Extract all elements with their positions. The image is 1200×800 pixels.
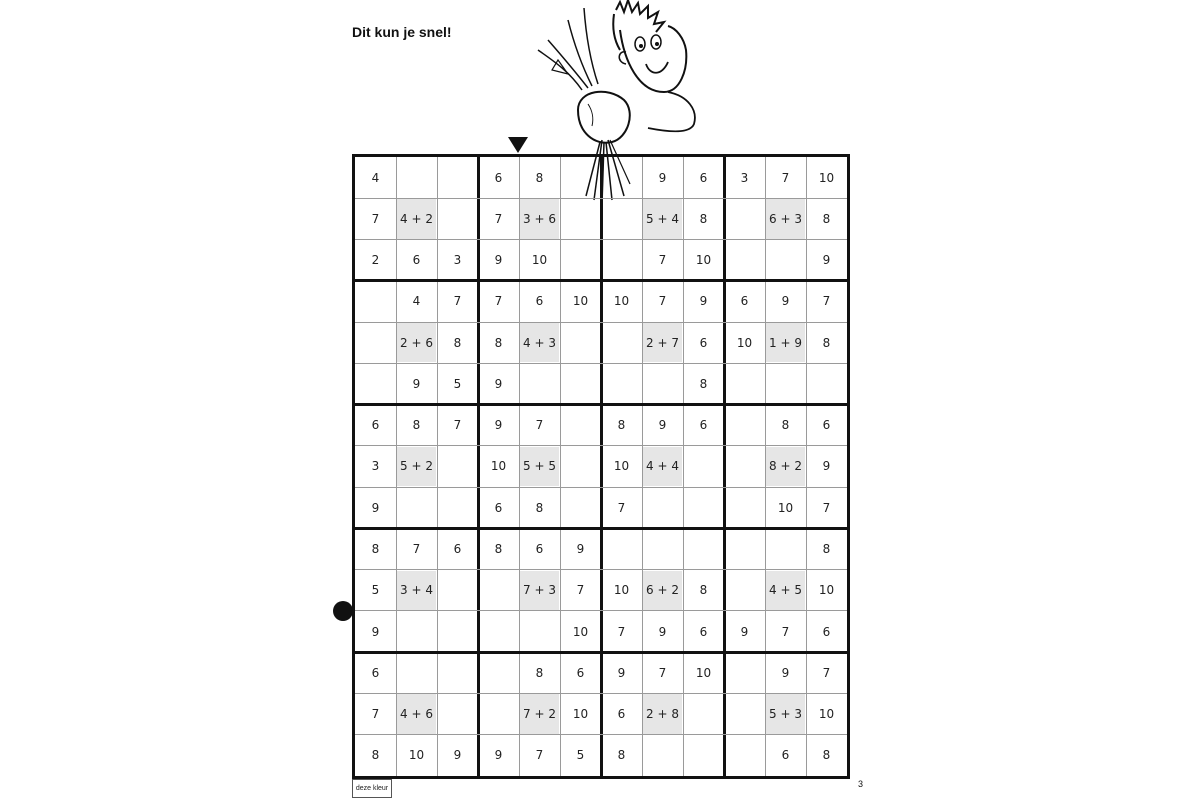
sudoku-cell[interactable]: 7 — [822, 500, 831, 515]
sudoku-cell[interactable]: 4 + 6 — [397, 694, 436, 733]
sudoku-cell[interactable] — [684, 488, 723, 527]
page-number: 3 — [858, 779, 864, 789]
sudoku-cell[interactable]: 7 — [658, 294, 667, 309]
sudoku-cell[interactable] — [602, 199, 641, 238]
page-title: Dit kun je snel! — [352, 24, 452, 40]
sudoku-cell[interactable]: 4 + 4 — [643, 447, 682, 486]
sudoku-cell[interactable] — [766, 529, 805, 568]
sudoku-cell[interactable]: 10 — [695, 665, 712, 680]
sudoku-cell[interactable]: 7 — [494, 294, 503, 309]
sudoku-cell[interactable] — [520, 612, 559, 651]
sudoku-cell[interactable]: 5 + 2 — [397, 447, 436, 486]
sudoku-cell[interactable] — [479, 571, 518, 610]
black-dot-icon — [333, 601, 353, 621]
sudoku-cell[interactable] — [561, 323, 600, 362]
sudoku-cell[interactable] — [561, 199, 600, 238]
sudoku-cell[interactable]: 7 — [617, 500, 626, 515]
sudoku-cell[interactable]: 7 — [453, 418, 462, 433]
grid-divider — [355, 693, 847, 694]
sudoku-cell[interactable]: 6 — [781, 748, 790, 763]
sudoku-cell[interactable]: 8 — [822, 748, 831, 763]
sudoku-cell[interactable]: 8 — [822, 542, 831, 557]
grid-divider — [396, 157, 397, 776]
sudoku-cell[interactable]: 7 — [658, 665, 667, 680]
sudoku-cell[interactable]: 5 — [453, 376, 462, 391]
sudoku-cell[interactable]: 4 + 3 — [520, 323, 559, 362]
sudoku-cell[interactable]: 5 + 4 — [643, 199, 682, 238]
sudoku-cell[interactable] — [561, 241, 600, 280]
grid-divider — [355, 569, 847, 570]
sudoku-cell[interactable] — [356, 364, 395, 403]
sudoku-cell[interactable]: 9 — [494, 253, 503, 268]
sudoku-cell[interactable]: 10 — [736, 335, 753, 350]
grid-divider — [723, 157, 726, 776]
sudoku-cell[interactable]: 6 — [699, 335, 708, 350]
sudoku-cell[interactable] — [602, 323, 641, 362]
grid-divider — [355, 610, 847, 611]
sudoku-cell[interactable]: 9 — [494, 376, 503, 391]
sudoku-cell[interactable] — [561, 364, 600, 403]
sudoku-cell[interactable]: 9 — [453, 748, 462, 763]
sudoku-cell[interactable]: 6 — [371, 665, 380, 680]
sudoku-cell[interactable]: 9 — [658, 418, 667, 433]
sudoku-cell[interactable]: 10 — [531, 253, 548, 268]
sudoku-cell[interactable]: 10 — [818, 707, 835, 722]
sudoku-cell[interactable] — [602, 241, 641, 280]
sudoku-cell[interactable]: 8 — [453, 335, 462, 350]
sudoku-cell[interactable]: 4 — [412, 294, 421, 309]
sudoku-cell[interactable] — [356, 282, 395, 321]
sudoku-cell[interactable]: 7 — [453, 294, 462, 309]
sudoku-cell[interactable]: 6 + 3 — [766, 199, 805, 238]
sudoku-cell[interactable]: 6 — [699, 624, 708, 639]
sudoku-cell[interactable] — [438, 612, 477, 651]
sudoku-cell[interactable]: 7 — [535, 418, 544, 433]
sudoku-cell[interactable]: 10 — [695, 253, 712, 268]
sudoku-cell[interactable] — [561, 488, 600, 527]
sudoku-cell[interactable]: 8 — [822, 335, 831, 350]
grid-divider — [683, 157, 684, 776]
sudoku-cell[interactable] — [725, 571, 764, 610]
sudoku-cell[interactable]: 5 + 5 — [520, 447, 559, 486]
sudoku-cell[interactable]: 6 — [371, 418, 380, 433]
sudoku-cell[interactable] — [438, 158, 477, 197]
sudoku-cell[interactable] — [438, 653, 477, 692]
sudoku-cell[interactable]: 10 — [490, 459, 507, 474]
sudoku-cell[interactable]: 6 — [822, 418, 831, 433]
sudoku-cell[interactable]: 6 — [494, 170, 503, 185]
sudoku-cell[interactable]: 1 + 9 — [766, 323, 805, 362]
sudoku-cell[interactable]: 7 — [658, 253, 667, 268]
grid-divider — [437, 157, 438, 776]
sudoku-cell[interactable]: 6 — [535, 294, 544, 309]
sudoku-cell[interactable]: 3 — [453, 253, 462, 268]
grid-divider — [765, 157, 766, 776]
sudoku-cell[interactable] — [438, 447, 477, 486]
sudoku-cell[interactable]: 9 — [371, 500, 380, 515]
sudoku-cell[interactable]: 7 — [822, 665, 831, 680]
grid-divider — [806, 157, 807, 776]
sudoku-cell[interactable] — [725, 653, 764, 692]
sudoku-cell[interactable]: 9 — [494, 418, 503, 433]
sudoku-cell[interactable] — [356, 323, 395, 362]
grid-divider — [560, 157, 561, 776]
sudoku-cell[interactable]: 4 — [371, 170, 380, 185]
sudoku-cell[interactable] — [684, 447, 723, 486]
grid-divider — [355, 734, 847, 735]
sudoku-cell[interactable] — [479, 653, 518, 692]
sudoku-cell[interactable] — [479, 612, 518, 651]
sudoku-cell[interactable] — [725, 694, 764, 733]
sudoku-cell[interactable]: 8 — [535, 665, 544, 680]
sudoku-cell[interactable]: 8 — [781, 418, 790, 433]
sudoku-cell[interactable]: 10 — [818, 170, 835, 185]
sudoku-cell[interactable]: 6 — [822, 624, 831, 639]
sudoku-cell[interactable]: 7 — [781, 624, 790, 639]
grid-divider — [355, 279, 847, 282]
sudoku-cell[interactable] — [602, 158, 641, 197]
sudoku-cell[interactable]: 8 — [371, 542, 380, 557]
grid-divider — [355, 239, 847, 240]
sudoku-cell[interactable]: 3 — [371, 459, 380, 474]
sudoku-cell[interactable] — [397, 488, 436, 527]
sudoku-cell[interactable]: 7 — [494, 211, 503, 226]
grid-divider — [355, 363, 847, 364]
sudoku-cell[interactable]: 8 — [699, 376, 708, 391]
sudoku-cell[interactable]: 8 — [699, 211, 708, 226]
sudoku-cell[interactable] — [561, 406, 600, 445]
sudoku-cell[interactable]: 6 — [699, 170, 708, 185]
sudoku-cell[interactable] — [602, 364, 641, 403]
sudoku-cell[interactable] — [725, 364, 764, 403]
sudoku-cell[interactable]: 10 — [572, 707, 589, 722]
sudoku-cell[interactable]: 10 — [572, 294, 589, 309]
sudoku-cell[interactable] — [684, 529, 723, 568]
sudoku-cell[interactable]: 8 — [412, 418, 421, 433]
sudoku-cell[interactable]: 9 — [412, 376, 421, 391]
sudoku-cell[interactable]: 6 + 2 — [643, 571, 682, 610]
sudoku-cell[interactable]: 7 — [576, 583, 585, 598]
sudoku-cell[interactable]: 10 — [613, 583, 630, 598]
sudoku-cell[interactable] — [725, 241, 764, 280]
sudoku-cell[interactable]: 9 — [781, 294, 790, 309]
grid-divider — [477, 157, 480, 776]
sudoku-cell[interactable]: 5 — [371, 583, 380, 598]
sudoku-cell[interactable]: 10 — [777, 500, 794, 515]
arrow-down-icon — [508, 137, 528, 153]
sudoku-cell[interactable]: 3 — [740, 170, 749, 185]
sudoku-cell[interactable]: 2 + 6 — [397, 323, 436, 362]
sudoku-cell[interactable]: 7 — [822, 294, 831, 309]
sudoku-cell[interactable]: 8 — [494, 335, 503, 350]
sudoku-cell[interactable] — [807, 364, 846, 403]
grid-divider — [642, 157, 643, 776]
sudoku-cell[interactable] — [397, 653, 436, 692]
sudoku-cell[interactable]: 7 — [535, 748, 544, 763]
sudoku-cell[interactable]: 9 — [781, 665, 790, 680]
grid-divider — [355, 403, 847, 406]
sudoku-cell[interactable]: 6 — [576, 665, 585, 680]
sudoku-cell[interactable] — [438, 694, 477, 733]
sudoku-cell[interactable] — [643, 736, 682, 775]
sudoku-cell[interactable]: 8 — [535, 500, 544, 515]
sudoku-cell[interactable]: 9 — [822, 459, 831, 474]
sudoku-cell[interactable]: 4 + 5 — [766, 571, 805, 610]
color-legend-box: deze kleur — [352, 779, 392, 798]
sudoku-cell[interactable]: 9 — [740, 624, 749, 639]
sudoku-cell[interactable]: 8 — [822, 211, 831, 226]
sudoku-cell[interactable]: 9 — [658, 624, 667, 639]
grid-divider — [519, 157, 520, 776]
sudoku-cell[interactable]: 9 — [658, 170, 667, 185]
sudoku-cell[interactable]: 6 — [699, 418, 708, 433]
sudoku-cell[interactable] — [397, 158, 436, 197]
sudoku-cell[interactable]: 6 — [494, 500, 503, 515]
sudoku-cell[interactable]: 2 + 7 — [643, 323, 682, 362]
sudoku-cell[interactable] — [438, 571, 477, 610]
sudoku-cell[interactable] — [643, 529, 682, 568]
sudoku-cell[interactable] — [725, 529, 764, 568]
grid-divider — [355, 527, 847, 530]
sudoku-cell[interactable] — [438, 199, 477, 238]
sudoku-cell[interactable]: 7 + 2 — [520, 694, 559, 733]
grid-divider — [600, 157, 603, 776]
sudoku-cell[interactable]: 2 — [371, 253, 380, 268]
sudoku-cell[interactable]: 9 — [822, 253, 831, 268]
sudoku-cell[interactable]: 8 — [699, 583, 708, 598]
sudoku-cell[interactable]: 9 — [576, 542, 585, 557]
sudoku-cell[interactable] — [561, 447, 600, 486]
grid-divider — [355, 487, 847, 488]
sudoku-cell[interactable]: 6 — [453, 542, 462, 557]
sudoku-cell[interactable]: 7 — [412, 542, 421, 557]
sudoku-cell[interactable]: 10 — [613, 459, 630, 474]
sudoku-cell[interactable] — [602, 529, 641, 568]
sudoku-cell[interactable]: 6 — [535, 542, 544, 557]
sudoku-cell[interactable] — [643, 488, 682, 527]
grid-divider — [355, 651, 847, 654]
sudoku-cell[interactable]: 7 — [781, 170, 790, 185]
sudoku-grid — [352, 154, 850, 779]
sudoku-cell[interactable]: 7 + 3 — [520, 571, 559, 610]
sudoku-cell[interactable] — [725, 447, 764, 486]
sudoku-cell[interactable]: 10 — [613, 294, 630, 309]
sudoku-cell[interactable]: 6 — [740, 294, 749, 309]
sudoku-cell[interactable] — [766, 241, 805, 280]
sudoku-cell[interactable]: 8 — [617, 418, 626, 433]
sudoku-cell[interactable]: 8 — [494, 542, 503, 557]
sudoku-cell[interactable]: 3 + 4 — [397, 571, 436, 610]
sudoku-cell[interactable]: 5 + 3 — [766, 694, 805, 733]
sudoku-cell[interactable]: 10 — [408, 748, 425, 763]
sudoku-cell[interactable]: 10 — [572, 624, 589, 639]
sudoku-cell[interactable]: 9 — [494, 748, 503, 763]
sudoku-cell[interactable] — [766, 364, 805, 403]
sudoku-cell[interactable] — [684, 694, 723, 733]
sudoku-cell[interactable]: 7 — [371, 707, 380, 722]
sudoku-cell[interactable] — [725, 488, 764, 527]
grid-divider — [355, 322, 847, 323]
sudoku-cell[interactable]: 7 — [617, 624, 626, 639]
sudoku-cell[interactable]: 8 + 2 — [766, 447, 805, 486]
sudoku-cell[interactable] — [725, 736, 764, 775]
sudoku-cell[interactable] — [725, 199, 764, 238]
sudoku-cell[interactable]: 8 — [371, 748, 380, 763]
sudoku-cell[interactable]: 4 + 2 — [397, 199, 436, 238]
sudoku-cell[interactable] — [643, 364, 682, 403]
sudoku-cell[interactable]: 9 — [617, 665, 626, 680]
sudoku-cell[interactable] — [438, 488, 477, 527]
sudoku-cell[interactable]: 8 — [535, 170, 544, 185]
sudoku-cell[interactable]: 6 — [412, 253, 421, 268]
sudoku-cell[interactable]: 3 + 6 — [520, 199, 559, 238]
sudoku-cell[interactable]: 9 — [699, 294, 708, 309]
sudoku-cell[interactable] — [725, 406, 764, 445]
sudoku-cell[interactable]: 5 — [576, 748, 585, 763]
sudoku-cell[interactable] — [397, 612, 436, 651]
sudoku-cell[interactable]: 7 — [371, 211, 380, 226]
grid-divider — [355, 445, 847, 446]
sudoku-cell[interactable] — [684, 736, 723, 775]
sudoku-cell[interactable]: 9 — [371, 624, 380, 639]
sudoku-cell[interactable] — [479, 694, 518, 733]
sudoku-cell[interactable]: 6 — [617, 707, 626, 722]
sudoku-cell[interactable] — [561, 158, 600, 197]
sudoku-cell[interactable]: 10 — [818, 583, 835, 598]
sudoku-cell[interactable] — [520, 364, 559, 403]
sudoku-cell[interactable]: 2 + 8 — [643, 694, 682, 733]
sudoku-cell[interactable]: 8 — [617, 748, 626, 763]
grid-divider — [355, 198, 847, 199]
